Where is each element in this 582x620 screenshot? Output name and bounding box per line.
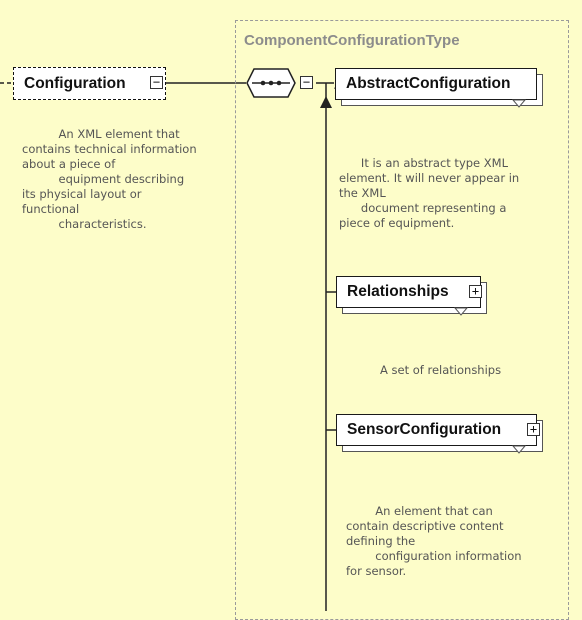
collapse-icon[interactable]: −	[150, 76, 163, 89]
relationships-annotation: A set of relationships	[380, 363, 502, 377]
sequence-collapse-icon[interactable]: −	[300, 76, 313, 89]
abstract-configuration-label: AbstractConfiguration	[346, 75, 511, 92]
expand-icon[interactable]: +	[469, 285, 482, 298]
configuration-annotation: An XML element that contains technical information about a piece of equipment describing its physical layout or functional characteristics.	[22, 127, 197, 231]
complex-type-title: ComponentConfigurationType	[244, 32, 460, 49]
relationships-label: Relationships	[347, 283, 449, 300]
abstract-configuration-annotation: It is an abstract type XML element. It will never appear in the XML document representing a piece of equipment.	[339, 156, 520, 230]
sensor-configuration-annotation: An element that can contain descriptive content defining the configuration information for sensor.	[346, 504, 522, 578]
configuration-label: Configuration	[24, 74, 126, 92]
expand-icon[interactable]: +	[527, 423, 540, 436]
sensor-configuration-label: SensorConfiguration	[347, 421, 502, 438]
